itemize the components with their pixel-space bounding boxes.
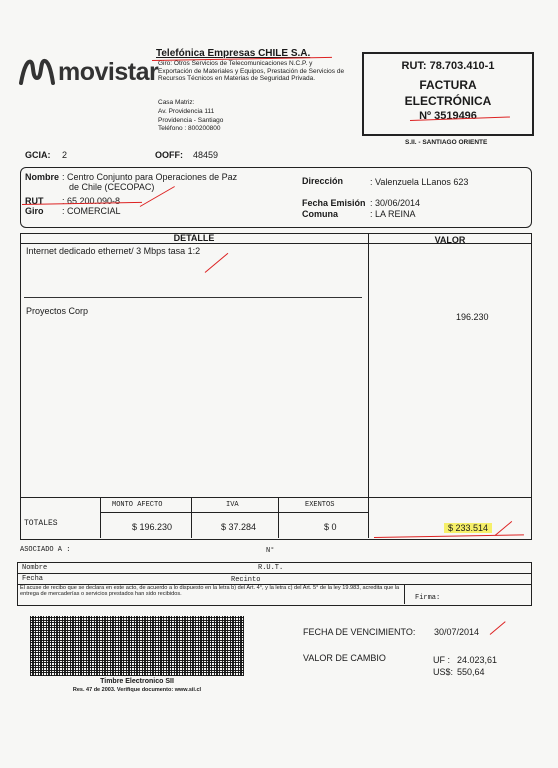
detail-line-1: Internet dedicado ethernet/ 3 Mbps tasa 1:2: [26, 246, 201, 256]
comuna-value: : LA REINA: [370, 209, 416, 219]
company-phone: Teléfono : 800200800: [158, 125, 221, 132]
asociado-label: ASOCIADO A :: [20, 546, 71, 554]
comuna-label: Comuna: [302, 209, 338, 219]
detail-table: [20, 233, 532, 540]
monto-afecto-value: $ 196.230: [132, 522, 173, 532]
receipt-nombre-label: Nombre: [22, 564, 48, 572]
direccion-label: Dirección: [302, 176, 344, 186]
fecha-emision-label: Fecha Emisión: [302, 198, 366, 208]
rut-value: : 65.200.090-8: [62, 196, 121, 206]
document-type-line1: FACTURA: [419, 78, 477, 92]
totals-rule: [20, 497, 532, 498]
totals-divider-3: [278, 497, 279, 538]
receipt-firma-divider: [404, 584, 405, 604]
receipt-rule-1: [17, 573, 532, 574]
timbre-title: Timbre Electronico SII: [100, 678, 174, 685]
exentos-label: EXENTOS: [305, 501, 335, 509]
vencimiento-label: FECHA DE VENCIMIENTO:: [303, 627, 416, 637]
direccion-value: : Valenzuela LLanos 623: [370, 177, 469, 187]
receipt-recinto-label: Recinto: [231, 576, 261, 584]
pen-mark: [490, 621, 506, 635]
movistar-m-icon: [18, 56, 56, 86]
rut-label: RUT: [25, 196, 44, 206]
totals-sub-rule: [100, 512, 369, 513]
timbre-resolution: Res. 47 de 2003. Verifique documento: www.sii.cl: [72, 687, 202, 693]
casa-matriz-label: Casa Matriz:: [158, 99, 195, 106]
asociado-number-label: N°: [266, 547, 275, 555]
movistar-wordmark: movistar: [58, 58, 159, 86]
totals-divider-1: [100, 497, 101, 538]
nombre-value-2: de Chile (CECOPAC): [69, 182, 155, 192]
receipt-legal-text: El acuse de recibo que se declara en este acto, de acuerdo a lo dispuesto en la letra b) del Art. 4°, y la letra c) del Art. 5° de la ley 19.983, acredita que la entrega de mercaderías o servicios prestados han sido recibidos.: [20, 585, 400, 598]
uss-value: 550,64: [457, 667, 485, 677]
detalle-header: DETALLE: [173, 233, 215, 243]
giro-value: : COMERCIAL: [62, 206, 121, 216]
receipt-fecha-label: Fecha: [22, 575, 44, 583]
invoice-number-box: [362, 52, 534, 136]
movistar-logo: [18, 54, 159, 90]
monto-afecto-label: MONTO AFECTO: [112, 501, 163, 509]
detail-line-2: Proyectos Corp: [26, 306, 89, 316]
receipt-rut-label: R.U.T.: [258, 564, 284, 572]
pdf417-barcode: [30, 616, 244, 676]
nombre-label: Nombre: [25, 172, 60, 182]
totales-label: TOTALES: [24, 519, 58, 528]
fecha-emision-value: : 30/06/2014: [370, 198, 421, 208]
total-value: $ 233.514: [444, 523, 492, 533]
vencimiento-value: 30/07/2014: [434, 627, 480, 637]
giro-label: Giro: [25, 206, 44, 216]
totals-divider-2: [191, 497, 192, 538]
detail-separator: [24, 297, 362, 298]
uss-label: US$:: [433, 667, 454, 677]
nombre-value: : Centro Conjunto para Operaciones de Paz: [62, 172, 238, 182]
exentos-value: $ 0: [324, 522, 337, 532]
gcia-value: 2: [62, 150, 68, 160]
company-name: Telefónica Empresas CHILE S.A.: [156, 48, 311, 59]
invoice-number: Nº 3519496: [419, 110, 477, 122]
receipt-firma-label: Firma:: [415, 594, 441, 602]
document-type-line2: ELECTRÓNICA: [404, 94, 492, 108]
company-address-1: Av. Providencia 111: [158, 108, 215, 115]
valor-header: VALOR: [434, 235, 466, 245]
valor-cambio-label: VALOR DE CAMBIO: [303, 653, 386, 663]
uf-value: 24.023,61: [457, 655, 498, 665]
uf-label: UF :: [433, 655, 450, 665]
sii-office: S.II. - SANTIAGO ORIENTE: [405, 139, 488, 146]
company-address-2: Providencia - Santiago: [158, 117, 224, 124]
iva-label: IVA: [226, 501, 239, 509]
ooff-label: OOFF:: [155, 150, 183, 160]
company-giro: Giro: Otros Servicios de Telecomunicaciones N.C.P. y Exportación de Materiales y Equipos, Prestación de Servicios de Recursos Técnicos en Materias de Seguridad Privada.: [158, 60, 345, 83]
detail-column-divider: [368, 233, 369, 538]
gcia-label: GCIA:: [25, 150, 51, 160]
issuer-rut: RUT: 78.703.410-1: [401, 60, 495, 72]
ooff-value: 48459: [193, 150, 219, 160]
iva-value: $ 37.284: [221, 522, 257, 532]
detail-line-2-value: 196.230: [456, 312, 489, 322]
